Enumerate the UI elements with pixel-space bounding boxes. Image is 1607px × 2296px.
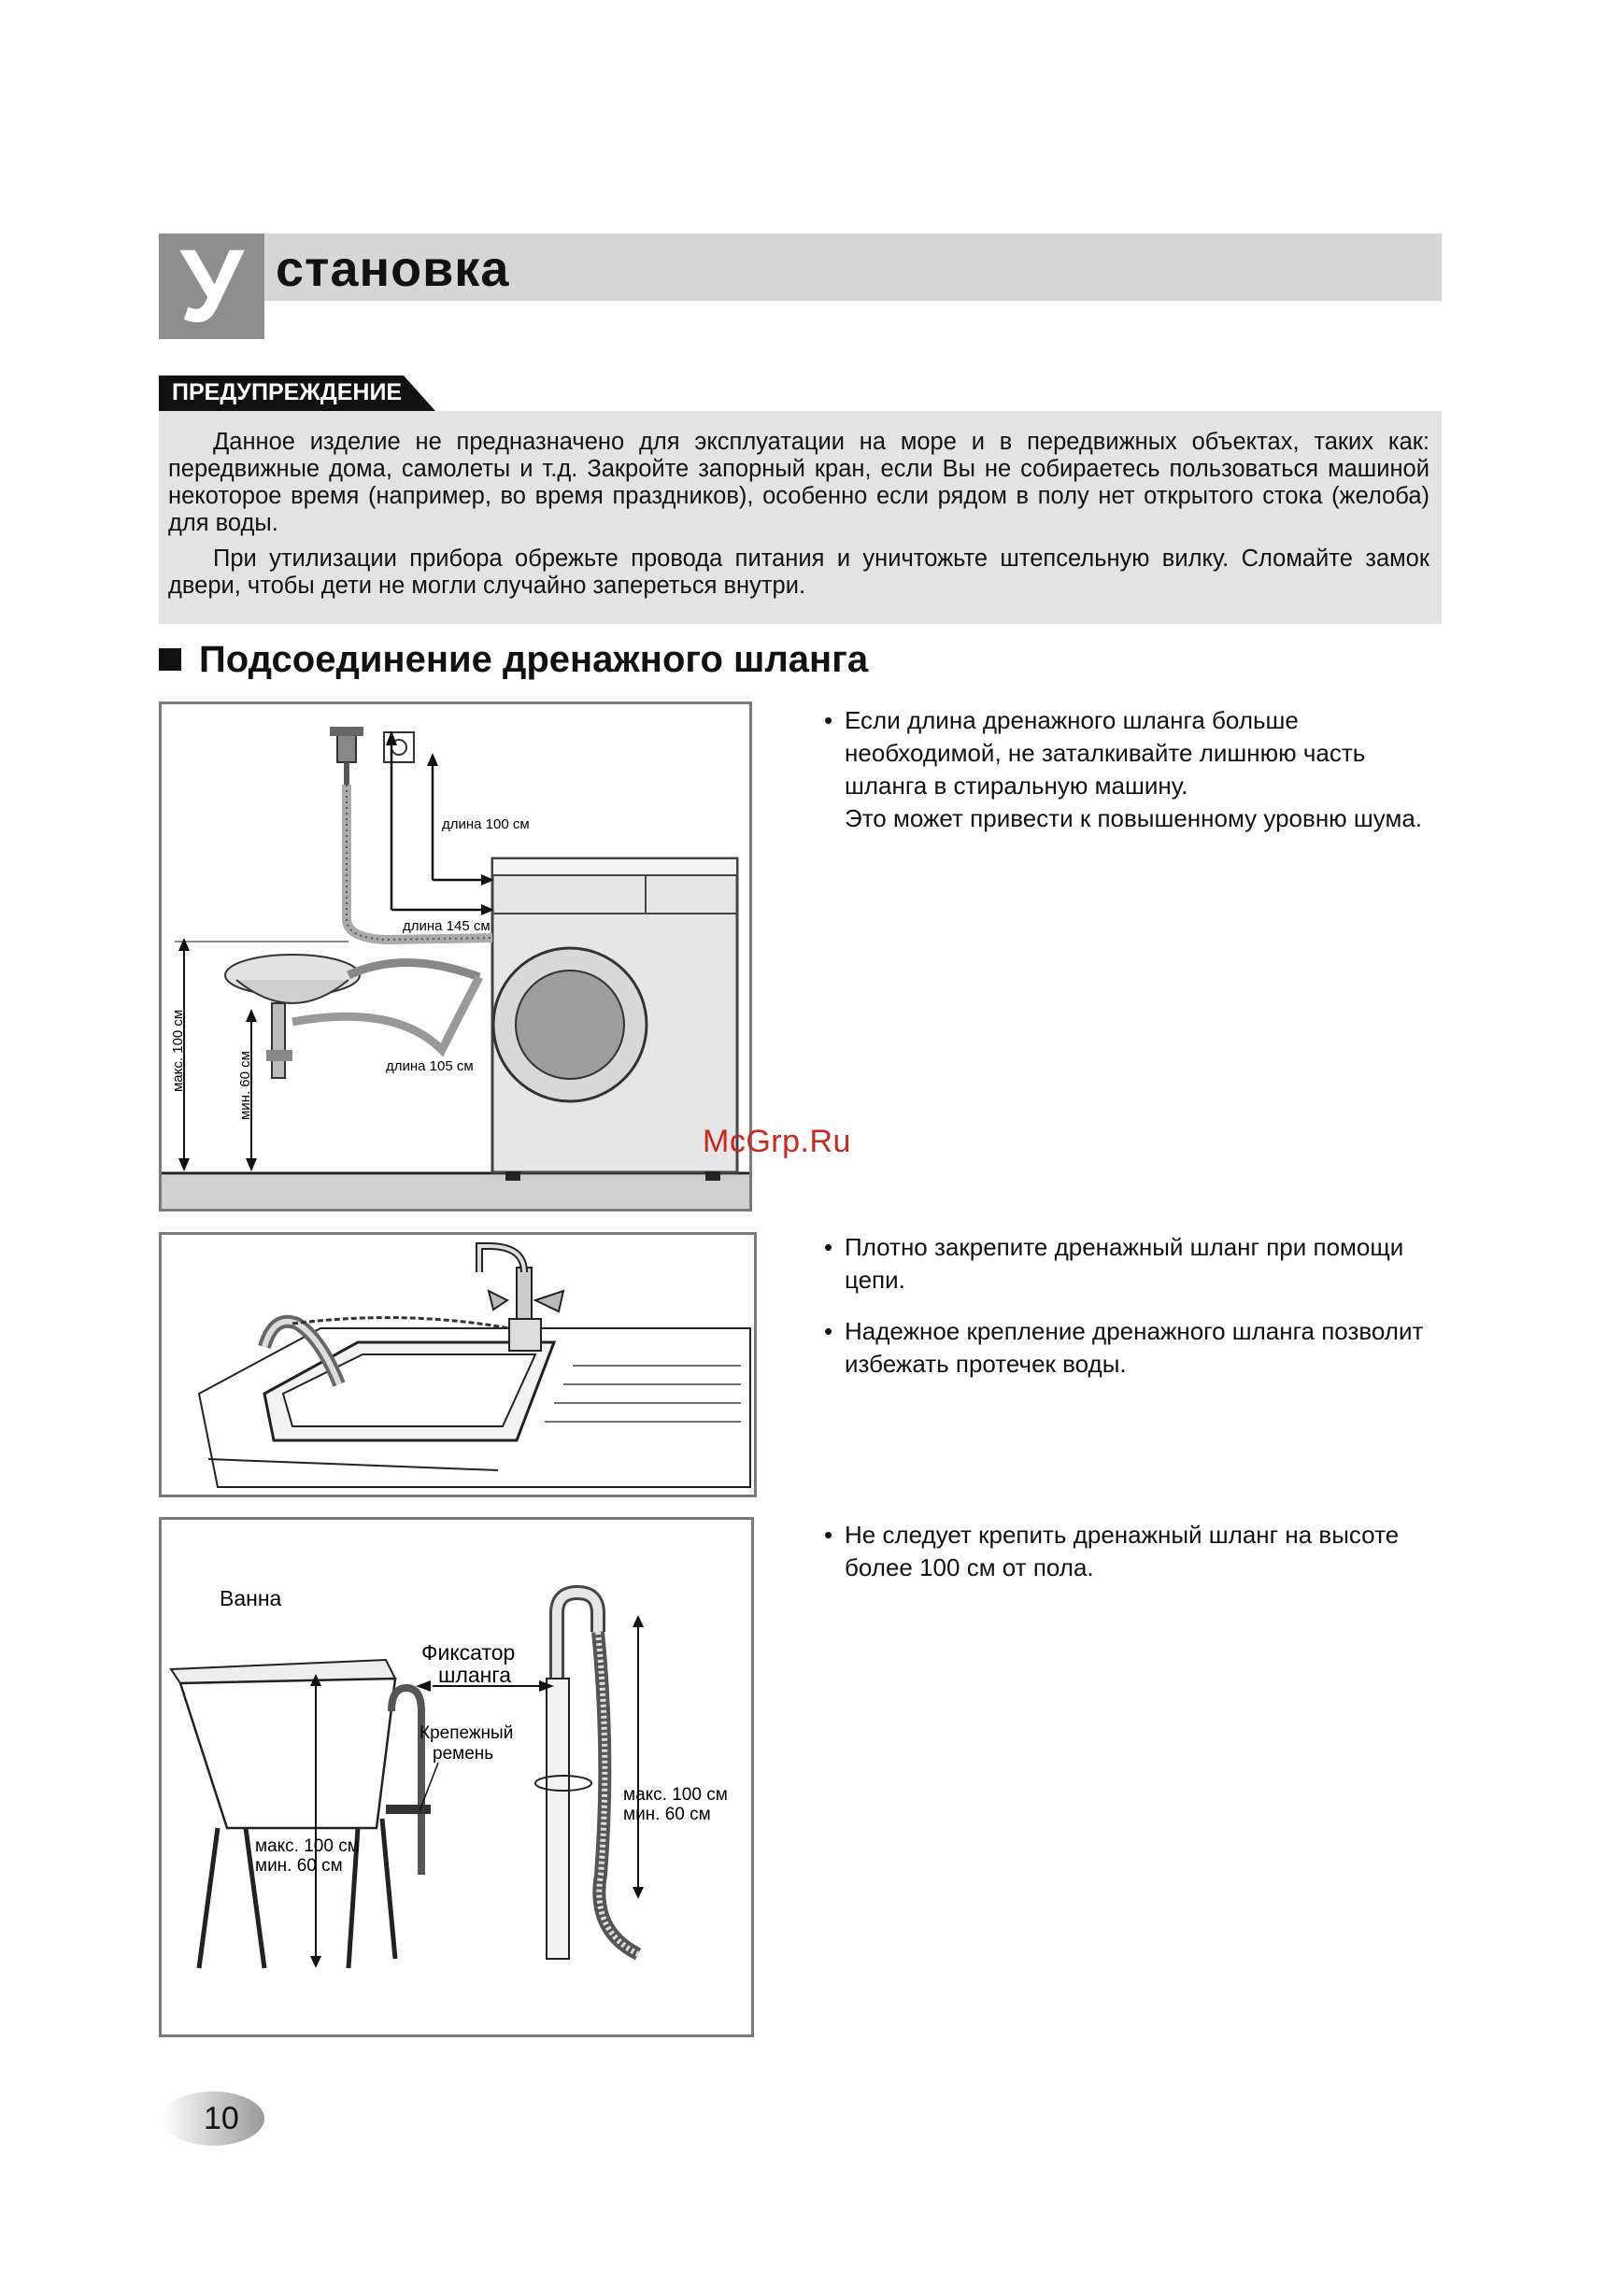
figure-bath-standpipe <box>159 1517 754 2037</box>
label-max-100: макс. 100 см <box>170 1009 186 1092</box>
section-bullet-square <box>159 648 181 671</box>
washer-diagram <box>162 704 750 1209</box>
label-bath: Ванна <box>220 1586 282 1610</box>
warning-tab <box>159 376 439 411</box>
bullet-text: Не следует крепить дренажный шланг на высоте более 100 см от пола. <box>845 1521 1400 1581</box>
label-length-145: длина 145 см <box>403 918 491 934</box>
label-holder-1: Фиксатор <box>421 1640 516 1665</box>
bullet-text: Надежное крепление дренажного шланга позволит избежать протечек воды. <box>845 1317 1424 1378</box>
bullet-dot: • <box>824 1317 833 1345</box>
bullet-hose-length <box>824 704 1441 835</box>
warning-paragraph-2: При утилизации прибора обрежьте провода питания и уничтожьте штепсельную вилку. Сломайте замок двери, чтобы дети не могли случайно запереться внутри. <box>168 546 1429 599</box>
bullet-height <box>824 1519 1441 1584</box>
figure-hose-lengths <box>159 702 752 1212</box>
label-length-100: длина 100 см <box>442 816 530 832</box>
label-tub-min: мин. 60 см <box>255 1856 343 1876</box>
bullet-text: Плотно закрепите дренажный шланг при помощи цепи. <box>845 1233 1404 1294</box>
label-pipe-max: макс. 100 см <box>623 1785 728 1805</box>
label-length-105: длина 105 см <box>386 1058 474 1074</box>
bullet-text: Если длина дренажного шланга больше необходимой, не заталкивайте лишнюю часть шланга в стиральную машину. <box>845 706 1366 800</box>
bullet-chain <box>824 1231 1441 1297</box>
label-tub-max: макс. 100 см <box>255 1836 360 1856</box>
label-holder-2: шланга <box>438 1663 512 1687</box>
bullet-text-extra: Это может привести к повышенному уровню шума. <box>845 804 1423 832</box>
sink-diagram <box>162 1235 756 1496</box>
bullet-dot: • <box>824 1233 833 1261</box>
section-title: Подсоединение дренажного шланга <box>199 639 869 680</box>
header-initial-letter: У <box>159 234 264 339</box>
warning-paragraph-1: Данное изделие не предназначено для эксплуатации на море и в передвижных объектах, таких как: передвижные дома, самолеты и т.д. Закройте запорный кран, если Вы не собираетесь пользоваться машиной некоторое время (например, во время праздников), особенно если рядом в полу нет открытого стока (желоба) для воды. <box>168 429 1429 536</box>
warning-label: ПРЕДУПРЕЖДЕНИЕ <box>172 379 403 405</box>
bullet-dot: • <box>824 706 833 734</box>
bullet-secure <box>824 1315 1441 1381</box>
label-strap-1: Крепежный <box>420 1723 514 1743</box>
page-title: становка <box>276 241 510 297</box>
bullet-dot: • <box>824 1521 833 1549</box>
label-pipe-min: мин. 60 см <box>623 1805 711 1824</box>
label-min-60: мин. 60 см <box>237 1051 253 1120</box>
watermark: McGrp.Ru <box>703 1124 851 1159</box>
bath-diagram <box>162 1520 752 2035</box>
warning-box <box>159 411 1442 624</box>
page-number: 10 <box>204 2101 239 2136</box>
figure-sink-chain <box>159 1232 757 1497</box>
label-strap-2: ремень <box>433 1744 494 1764</box>
